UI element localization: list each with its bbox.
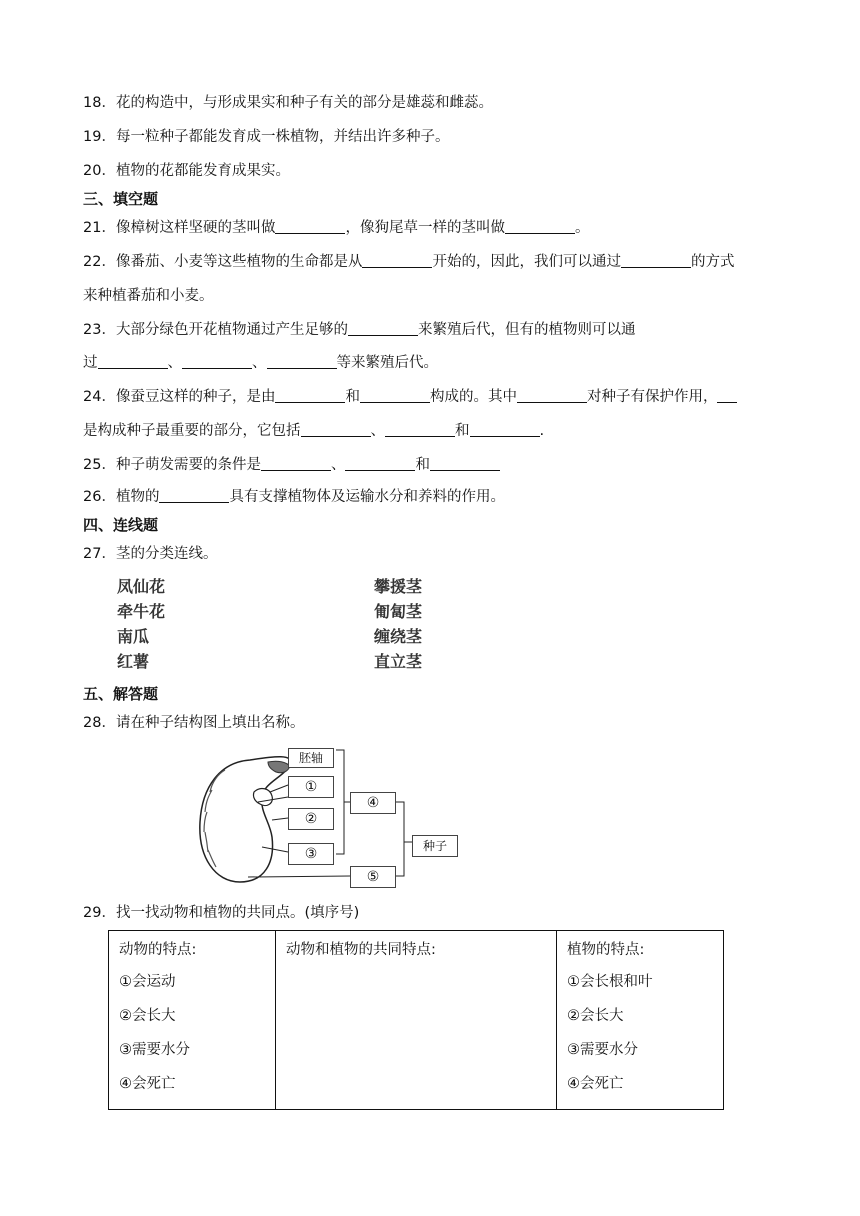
answer-blank[interactable] (182, 354, 252, 369)
question-22: 22．像番茄、小麦等这些植物的生命都是从 开始的，因此，我们可以通过 的方式 (83, 254, 735, 270)
match-left-item[interactable]: 南瓜 (117, 627, 150, 646)
match-right-item[interactable]: 缠绕茎 (374, 627, 423, 646)
box-5[interactable]: ⑤ (350, 866, 396, 888)
box-1[interactable]: ① (288, 776, 334, 798)
match-left-item[interactable]: 红薯 (117, 652, 150, 671)
answer-blank[interactable] (345, 456, 415, 471)
answer-blank[interactable] (267, 354, 337, 369)
question-28: 28．请在种子结构图上填出名称。 (83, 715, 305, 731)
answer-blank[interactable] (360, 388, 430, 403)
section-3-title: 三、填空题 (83, 190, 159, 208)
plant-trait: ③需要水分 (567, 1042, 638, 1058)
match-right-item[interactable]: 直立茎 (374, 652, 423, 671)
answer-blank[interactable] (98, 354, 168, 369)
question-27: 27．茎的分类连线。 (83, 546, 218, 562)
answer-blank[interactable] (348, 321, 418, 336)
box-4[interactable]: ④ (350, 792, 396, 814)
match-left-item[interactable]: 牵牛花 (117, 602, 166, 621)
question-20: 20．植物的花都能发育成果实。 (83, 163, 290, 179)
box-2[interactable]: ② (288, 808, 334, 830)
answer-blank[interactable] (301, 422, 371, 437)
question-23-cont: 过 、 、 等来繁殖后代。 (83, 355, 438, 371)
plant-trait: ①会长根和叶 (567, 974, 653, 990)
animal-trait: ③需要水分 (119, 1042, 190, 1058)
answer-blank[interactable] (505, 219, 575, 234)
match-right-item[interactable]: 匍匐茎 (374, 602, 423, 621)
answer-blank[interactable] (385, 422, 455, 437)
animal-traits-title: 动物的特点: (119, 942, 197, 958)
plant-traits-title: 植物的特点: (567, 942, 645, 958)
answer-blank[interactable] (430, 456, 500, 471)
animal-traits-cell (109, 931, 276, 1110)
answer-blank[interactable] (261, 456, 331, 471)
label-hypocotyl: 胚轴 (288, 748, 334, 768)
question-25: 25．种子萌发需要的条件是 、 和 (83, 456, 500, 474)
plant-trait: ④会死亡 (567, 1076, 624, 1092)
answer-blank[interactable] (275, 219, 345, 234)
question-23: 23．大部分绿色开花植物通过产生足够的 来繁殖后代，但有的植物则可以通 (83, 322, 636, 338)
answer-blank[interactable] (517, 388, 587, 403)
animal-trait: ②会长大 (119, 1008, 176, 1024)
answer-blank[interactable] (159, 488, 229, 503)
question-24-cont: 是构成种子最重要的部分，它包括 、 和 . (83, 423, 545, 439)
match-right-item[interactable]: 攀援茎 (374, 577, 423, 596)
section-4-title: 四、连线题 (83, 516, 159, 534)
question-21: 21．像樟树这样坚硬的茎叫做 ，像狗尾草一样的茎叫做 。 (83, 220, 590, 236)
animal-trait: ①会运动 (119, 974, 176, 990)
answer-blank[interactable] (621, 253, 691, 268)
question-18: 18．花的构造中，与形成果实和种子有关的部分是雄蕊和雌蕊。 (83, 95, 493, 111)
common-traits-title: 动物和植物的共同特点: (286, 942, 436, 958)
comparison-table (108, 930, 724, 1110)
question-26: 26．植物的 具有支撑植物体及运输水分和养料的作用。 (83, 489, 505, 505)
question-19: 19．每一粒种子都能发育成一株植物，并结出许多种子。 (83, 129, 450, 145)
question-29: 29．找一找动物和植物的共同点。(填序号) (83, 905, 360, 921)
answer-blank[interactable] (275, 388, 345, 403)
section-5-title: 五、解答题 (83, 685, 159, 703)
box-3[interactable]: ③ (288, 843, 334, 865)
answer-blank[interactable] (470, 422, 540, 437)
label-seed: 种子 (412, 835, 458, 857)
answer-blank[interactable] (362, 253, 432, 268)
question-22-cont: 来种植番茄和小麦。 (83, 288, 214, 304)
brace-embryo (336, 750, 350, 854)
match-left-item[interactable]: 凤仙花 (117, 577, 166, 596)
common-traits-cell[interactable] (276, 931, 557, 1110)
question-24: 24．像蚕豆这样的种子，是由 和 构成的。其中 对种子有保护作用， (83, 388, 737, 406)
animal-trait: ④会死亡 (119, 1076, 176, 1092)
plant-trait: ②会长大 (567, 1008, 624, 1024)
plant-traits-cell (557, 931, 724, 1110)
answer-blank[interactable] (717, 388, 737, 403)
